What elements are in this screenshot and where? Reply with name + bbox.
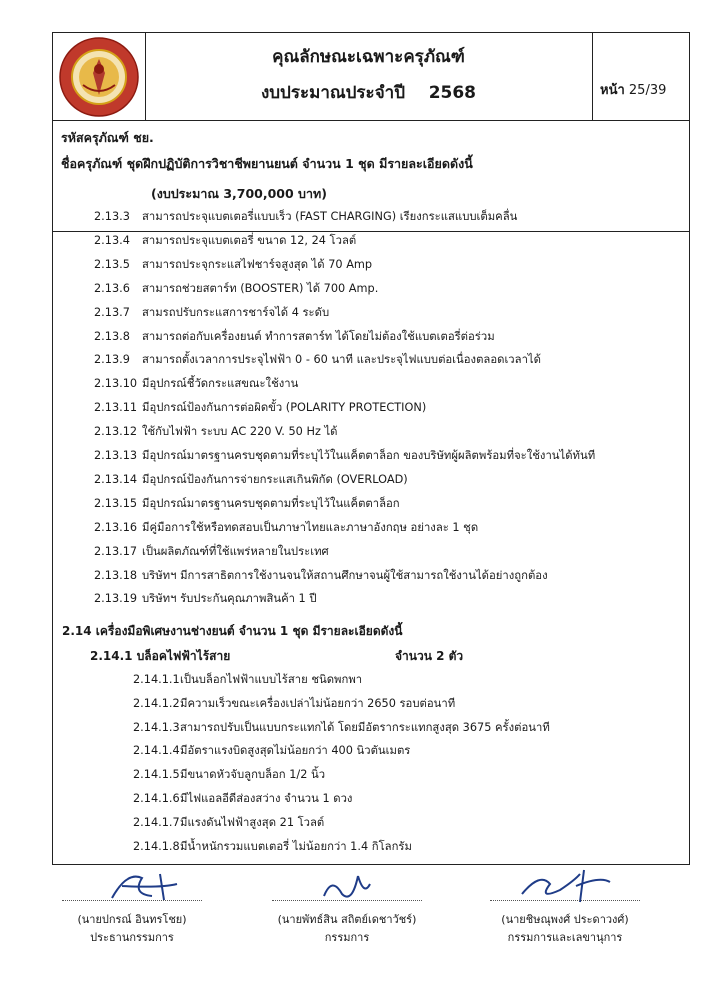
spec-item-number: 2.13.14 bbox=[94, 472, 138, 486]
spec-item-text: สามารถประจุกระแสไฟชาร์จสูงสุด ได้ 70 Amp bbox=[142, 257, 373, 271]
page-value: 25/39 bbox=[628, 83, 667, 98]
spec-item-text: บริษัทฯ มีการสาธิตการใช้งานจนให้สถานศึกษาจนผู้ใช้สามารถใช้งานได้อย่างถูกต้อง bbox=[142, 568, 548, 582]
spec-item bbox=[133, 741, 410, 759]
spec-item-text: มีขนาดหัวจับลูกบล็อก 1/2 นิ้ว bbox=[180, 768, 326, 782]
spec-item bbox=[94, 446, 595, 464]
budget-year: 2568 bbox=[428, 83, 477, 103]
spec-item bbox=[133, 813, 324, 831]
spec-item bbox=[94, 374, 298, 392]
spec-item bbox=[133, 789, 352, 807]
spec-item-text: มีน้ำหนักรวมแบตเตอรี่ ไม่น้อยกว่า 1.4 กิโลกรัม bbox=[180, 839, 412, 853]
spec-item bbox=[94, 398, 426, 416]
page-cell bbox=[592, 33, 689, 120]
spec-item bbox=[94, 303, 329, 321]
spec-item bbox=[94, 279, 378, 297]
spec-item-number: 2.13.6 bbox=[94, 281, 130, 295]
spec-item bbox=[133, 694, 455, 712]
equipment-code: รหัสครุภัณฑ์ ชย. bbox=[61, 130, 154, 145]
spec-item-text: สามารถตั้งเวลาการประจุไฟฟ้า 0 - 60 นาที และประจุไฟแบบต่อเนื่องตลอดเวลาได้ bbox=[142, 353, 541, 367]
spec-item bbox=[94, 255, 372, 273]
spec-item-text: สามรถปรับกระแสการชาร์จได้ 4 ระดับ bbox=[142, 305, 330, 319]
header-row bbox=[53, 33, 689, 121]
signature-block-chair bbox=[52, 866, 212, 944]
signer-name: (นายชิษณุพงศ์ ประดาวงศ์) bbox=[501, 913, 629, 926]
spec-item-number: 2.13.5 bbox=[94, 257, 130, 271]
budget-year-prefix: งบประมาณประจำปี bbox=[260, 83, 405, 103]
spec-item bbox=[94, 470, 408, 488]
spec-item-text: สามารถช่วยสตาร์ท (BOOSTER) ได้ 700 Amp. bbox=[142, 281, 379, 295]
logo-cell bbox=[53, 33, 146, 120]
spec-item-number: 2.13.8 bbox=[94, 329, 130, 343]
document-title: คุณลักษณะเฉพาะครุภัณฑ์ bbox=[272, 47, 465, 67]
spec-item bbox=[133, 670, 362, 688]
signer-role: ประธานกรรมการ bbox=[90, 931, 174, 944]
spec-item bbox=[133, 718, 550, 736]
spec-item-number: 2.14.1.8 bbox=[133, 839, 180, 853]
spec-item bbox=[94, 350, 541, 368]
spec-item-number: 2.14.1.3 bbox=[133, 720, 180, 734]
spec-item-number: 2.14.1.1 bbox=[133, 673, 180, 686]
signer-role: กรรมการ bbox=[324, 931, 370, 944]
spec-item-text: มีคู่มือการใช้หรือทดสอบเป็นภาษาไทยและภาษาอังกฤษ อย่างละ 1 ชุด bbox=[142, 520, 479, 534]
spec-item-number: 2.13.16 bbox=[94, 520, 138, 534]
spec-item bbox=[94, 207, 517, 225]
signature-line bbox=[490, 900, 640, 901]
spec-item-number: 2.13.19 bbox=[94, 592, 138, 606]
budget-year-line bbox=[145, 79, 592, 106]
page-label: หน้า bbox=[600, 83, 625, 98]
signature-block-member bbox=[262, 866, 432, 944]
signer-role: กรรมการและเลขานุการ bbox=[507, 931, 623, 944]
spec-item-text: สามารถปรับเป็นแบบกระแทกได้ โดยมีอัตรากระแทกสูงสุด 3675 ครั้งต่อนาที bbox=[180, 720, 550, 734]
spec-item-number: 2.13.10 bbox=[94, 377, 138, 391]
spec-item-number: 2.13.4 bbox=[94, 233, 130, 247]
signature-line bbox=[272, 900, 422, 901]
spec-item-number: 2.13.3 bbox=[94, 210, 130, 223]
section-2-14-heading: 2.14 เครื่องมือพิเศษงานช่างยนต์ จำนวน 1 ชุด มีรายละเอียดดังนี้ bbox=[62, 624, 403, 638]
spec-item-text: เป็นบล็อกไฟฟ้าแบบไร้สาย ชนิดพกพา bbox=[180, 673, 363, 686]
spec-item-number: 2.13.12 bbox=[94, 425, 138, 439]
spec-item-number: 2.13.18 bbox=[94, 568, 138, 582]
spec-item-number: 2.13.7 bbox=[94, 305, 130, 319]
section-2-14-1-heading: 2.14.1 บล็อคไฟฟ้าไร้สาย bbox=[90, 649, 231, 663]
spec-item-text: บริษัทฯ รับประกันคุณภาพสินค้า 1 ปี bbox=[142, 592, 317, 606]
page-number bbox=[600, 79, 666, 100]
section-2-14-1-quantity: จำนวน 2 ตัว bbox=[395, 649, 464, 663]
spec-item-number: 2.14.1.7 bbox=[133, 815, 180, 829]
spec-item-text: มีไฟแอลอีดีส่องสว่าง จำนวน 1 ดวง bbox=[180, 792, 353, 805]
spec-item-text: สามารถประจุแบตเตอรี่ ขนาด 12, 24 โวลต์ bbox=[142, 233, 357, 247]
spec-item-number: 2.14.1.4 bbox=[133, 744, 180, 758]
spec-item-text: เป็นผลิตภัณฑ์ที่ใช้แพร่หลายในประเทศ bbox=[142, 544, 329, 558]
spec-item-number: 2.13.9 bbox=[94, 353, 130, 367]
spec-item-text: มีความเร็วขณะเครื่องเปล่าไม่น้อยกว่า 2650 รอบต่อนาที bbox=[180, 696, 456, 710]
title-cell bbox=[145, 33, 593, 120]
vocational-education-seal-logo bbox=[53, 33, 145, 120]
signature-block-secretary bbox=[480, 866, 650, 944]
signature-line bbox=[62, 900, 202, 901]
spec-item-text: ใช้กับไฟฟ้า ระบบ AC 220 V. 50 Hz ได้ bbox=[142, 425, 338, 439]
spec-item bbox=[94, 327, 495, 345]
spec-item-text: มีอุปกรณ์มาตรฐานครบชุดตามที่ระบุไว้ในแค็ตตาล็อก ของบริษัทผู้ผลิตพร้อมที่จะใช้งานได้ทันที bbox=[142, 449, 596, 462]
spec-item bbox=[133, 765, 325, 783]
spec-item-text: สามารถประจุแบตเตอรี่แบบเร็ว (FAST CHARGING) เรียงกระแสแบบเต็มคลื่น bbox=[142, 210, 518, 223]
equipment-budget: (งบประมาณ 3,700,000 บาท) bbox=[151, 186, 327, 201]
spec-item-text: มีอุปกรณ์ป้องกันการจ่ายกระแสเกินพิกัด (OVERLOAD) bbox=[142, 472, 408, 486]
spec-item bbox=[94, 231, 356, 249]
spec-item bbox=[94, 589, 317, 607]
spec-item-number: 2.14.1.6 bbox=[133, 792, 180, 805]
spec-item-text: มีอุปกรณ์ป้องกันการต่อผิดขั้ว (POLARITY PROTECTION) bbox=[142, 401, 427, 415]
spec-item bbox=[94, 542, 329, 560]
signer-name: (นายพัทธ์สิน สถิตย์เดชาวัชร์) bbox=[277, 913, 417, 926]
signer-name: (นายปกรณ์ อินทรโชย) bbox=[77, 913, 187, 926]
spec-item-text: สามารถต่อกับเครื่องยนต์ ทำการสตาร์ท ได้โดยไม่ต้องใช้แบตเตอรี่ต่อร่วม bbox=[142, 329, 495, 343]
spec-item bbox=[94, 518, 478, 536]
spec-item-number: 2.13.15 bbox=[94, 496, 138, 510]
spec-item bbox=[94, 422, 338, 440]
spec-item-number: 2.13.11 bbox=[94, 401, 138, 415]
spec-item-text: มีอุปกรณ์ชี้วัดกระแสขณะใช้งาน bbox=[142, 377, 299, 391]
equipment-name: ชื่อครุภัณฑ์ ชุดฝึกปฏิบัติการวิชาชีพยานยนต์ จำนวน 1 ชุด มีรายละเอียดดังนี้ bbox=[61, 156, 473, 171]
spec-item-text: มีอัตราแรงบิดสูงสุดไม่น้อยกว่า 400 นิวตันเมตร bbox=[180, 744, 411, 758]
spec-item-text: มีแรงดันไฟฟ้าสูงสุด 21 โวลต์ bbox=[180, 815, 325, 829]
spec-item bbox=[133, 837, 412, 855]
spec-item bbox=[94, 494, 400, 512]
spec-item bbox=[94, 566, 548, 584]
spec-item-number: 2.14.1.5 bbox=[133, 768, 180, 782]
spec-item-number: 2.13.17 bbox=[94, 544, 138, 558]
spec-item-text: มีอุปกรณ์มาตรฐานครบชุดตามที่ระบุไว้ในแค็ตตาล็อก bbox=[142, 496, 400, 510]
spec-item-number: 2.13.13 bbox=[94, 449, 138, 462]
spec-item-number: 2.14.1.2 bbox=[133, 696, 180, 710]
